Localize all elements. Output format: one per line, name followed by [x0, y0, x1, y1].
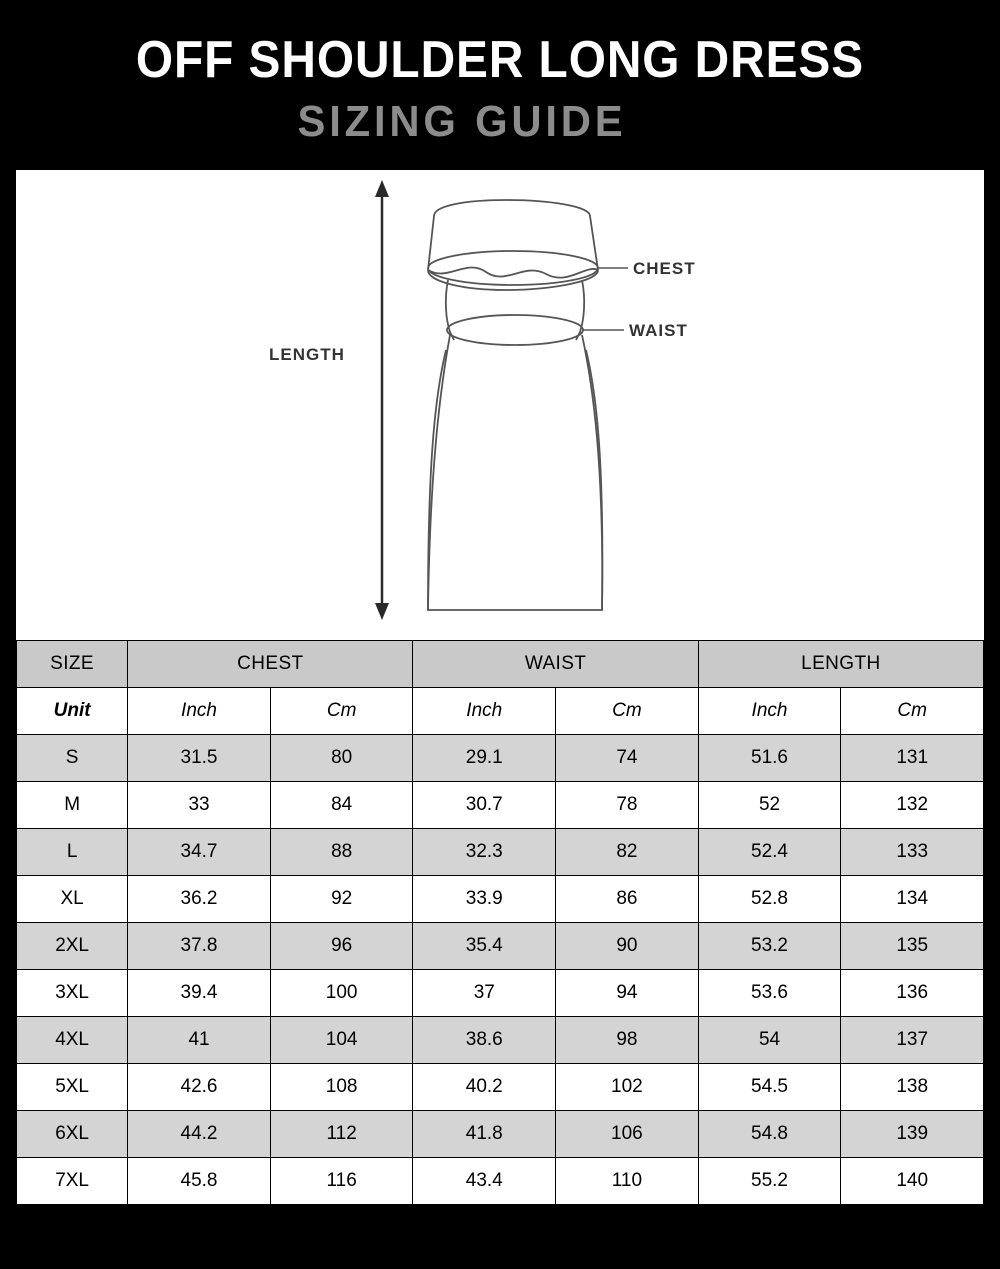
unit-length-inch: Inch — [698, 688, 841, 735]
page-subtitle: SIZING GUIDE — [297, 97, 627, 146]
row-chest-cm: 112 — [270, 1111, 413, 1158]
row-chest-cm: 88 — [270, 829, 413, 876]
row-chest-cm: 104 — [270, 1017, 413, 1064]
row-waist-cm: 106 — [556, 1111, 699, 1158]
table-row — [17, 1064, 984, 1111]
row-length-inch: 53.2 — [698, 923, 841, 970]
row-length-cm: 135 — [841, 923, 984, 970]
row-length-cm: 133 — [841, 829, 984, 876]
row-length-inch: 53.6 — [698, 970, 841, 1017]
row-waist-inch: 33.9 — [413, 876, 556, 923]
row-chest-cm: 100 — [270, 970, 413, 1017]
row-chest-inch: 34.7 — [128, 829, 271, 876]
chest-label: CHEST — [633, 259, 696, 278]
table-row — [17, 829, 984, 876]
unit-length-cm: Cm — [841, 688, 984, 735]
unit-row — [17, 688, 984, 735]
row-length-inch: 54 — [698, 1017, 841, 1064]
table-row — [17, 1017, 984, 1064]
row-waist-cm: 110 — [556, 1158, 699, 1205]
row-waist-inch: 40.2 — [413, 1064, 556, 1111]
row-waist-inch: 43.4 — [413, 1158, 556, 1205]
row-waist-cm: 86 — [556, 876, 699, 923]
row-chest-cm: 80 — [270, 735, 413, 782]
row-chest-cm: 84 — [270, 782, 413, 829]
row-chest-cm: 108 — [270, 1064, 413, 1111]
row-length-cm: 139 — [841, 1111, 984, 1158]
row-chest-inch: 33 — [128, 782, 271, 829]
row-length-cm: 132 — [841, 782, 984, 829]
row-waist-cm: 94 — [556, 970, 699, 1017]
row-chest-cm: 96 — [270, 923, 413, 970]
length-arrow-icon — [375, 180, 389, 620]
table-row — [17, 1111, 984, 1158]
row-size: M — [17, 782, 128, 829]
table-row — [17, 735, 984, 782]
row-size: 5XL — [17, 1064, 128, 1111]
row-length-cm: 134 — [841, 876, 984, 923]
dress-outline-icon — [428, 200, 602, 610]
size-table-wrapper — [16, 640, 984, 1205]
waist-label: WAIST — [629, 321, 688, 340]
row-length-inch: 52.4 — [698, 829, 841, 876]
dress-illustration-panel — [16, 170, 984, 640]
table-header-row — [17, 641, 984, 688]
unit-chest-inch: Inch — [128, 688, 271, 735]
row-chest-inch: 31.5 — [128, 735, 271, 782]
row-waist-inch: 38.6 — [413, 1017, 556, 1064]
row-chest-inch: 36.2 — [128, 876, 271, 923]
unit-waist-cm: Cm — [556, 688, 699, 735]
row-size: S — [17, 735, 128, 782]
row-chest-inch: 42.6 — [128, 1064, 271, 1111]
row-size: L — [17, 829, 128, 876]
row-waist-cm: 102 — [556, 1064, 699, 1111]
row-size: 6XL — [17, 1111, 128, 1158]
row-waist-cm: 74 — [556, 735, 699, 782]
page-title: OFF SHOULDER LONG DRESS — [135, 31, 865, 89]
row-size: 4XL — [17, 1017, 128, 1064]
table-body — [17, 688, 984, 1205]
row-length-inch: 52 — [698, 782, 841, 829]
row-chest-inch: 41 — [128, 1017, 271, 1064]
header — [0, 0, 1000, 170]
row-length-inch: 51.6 — [698, 735, 841, 782]
row-waist-inch: 30.7 — [413, 782, 556, 829]
size-table — [16, 640, 984, 1205]
table-row — [17, 782, 984, 829]
header-size: SIZE — [17, 641, 128, 688]
dress-diagram — [16, 170, 984, 640]
row-chest-cm: 92 — [270, 876, 413, 923]
row-length-inch: 54.5 — [698, 1064, 841, 1111]
row-length-cm: 138 — [841, 1064, 984, 1111]
row-chest-cm: 116 — [270, 1158, 413, 1205]
row-chest-inch: 45.8 — [128, 1158, 271, 1205]
row-waist-inch: 35.4 — [413, 923, 556, 970]
unit-label: Unit — [17, 688, 128, 735]
header-waist: WAIST — [413, 641, 698, 688]
unit-waist-inch: Inch — [413, 688, 556, 735]
unit-chest-cm: Cm — [270, 688, 413, 735]
row-length-inch: 55.2 — [698, 1158, 841, 1205]
row-size: 3XL — [17, 970, 128, 1017]
row-waist-inch: 37 — [413, 970, 556, 1017]
row-size: XL — [17, 876, 128, 923]
row-length-inch: 54.8 — [698, 1111, 841, 1158]
row-waist-cm: 78 — [556, 782, 699, 829]
row-length-cm: 137 — [841, 1017, 984, 1064]
row-length-inch: 52.8 — [698, 876, 841, 923]
table-row — [17, 923, 984, 970]
row-size: 2XL — [17, 923, 128, 970]
row-size: 7XL — [17, 1158, 128, 1205]
row-waist-inch: 29.1 — [413, 735, 556, 782]
row-waist-inch: 41.8 — [413, 1111, 556, 1158]
row-chest-inch: 44.2 — [128, 1111, 271, 1158]
table-row — [17, 970, 984, 1017]
row-waist-cm: 90 — [556, 923, 699, 970]
row-waist-cm: 82 — [556, 829, 699, 876]
header-chest: CHEST — [128, 641, 413, 688]
table-row — [17, 876, 984, 923]
row-chest-inch: 37.8 — [128, 923, 271, 970]
row-waist-inch: 32.3 — [413, 829, 556, 876]
table-row — [17, 1158, 984, 1205]
row-length-cm: 140 — [841, 1158, 984, 1205]
row-chest-inch: 39.4 — [128, 970, 271, 1017]
row-length-cm: 131 — [841, 735, 984, 782]
row-length-cm: 136 — [841, 970, 984, 1017]
header-length: LENGTH — [698, 641, 983, 688]
length-label: LENGTH — [269, 345, 345, 364]
row-waist-cm: 98 — [556, 1017, 699, 1064]
